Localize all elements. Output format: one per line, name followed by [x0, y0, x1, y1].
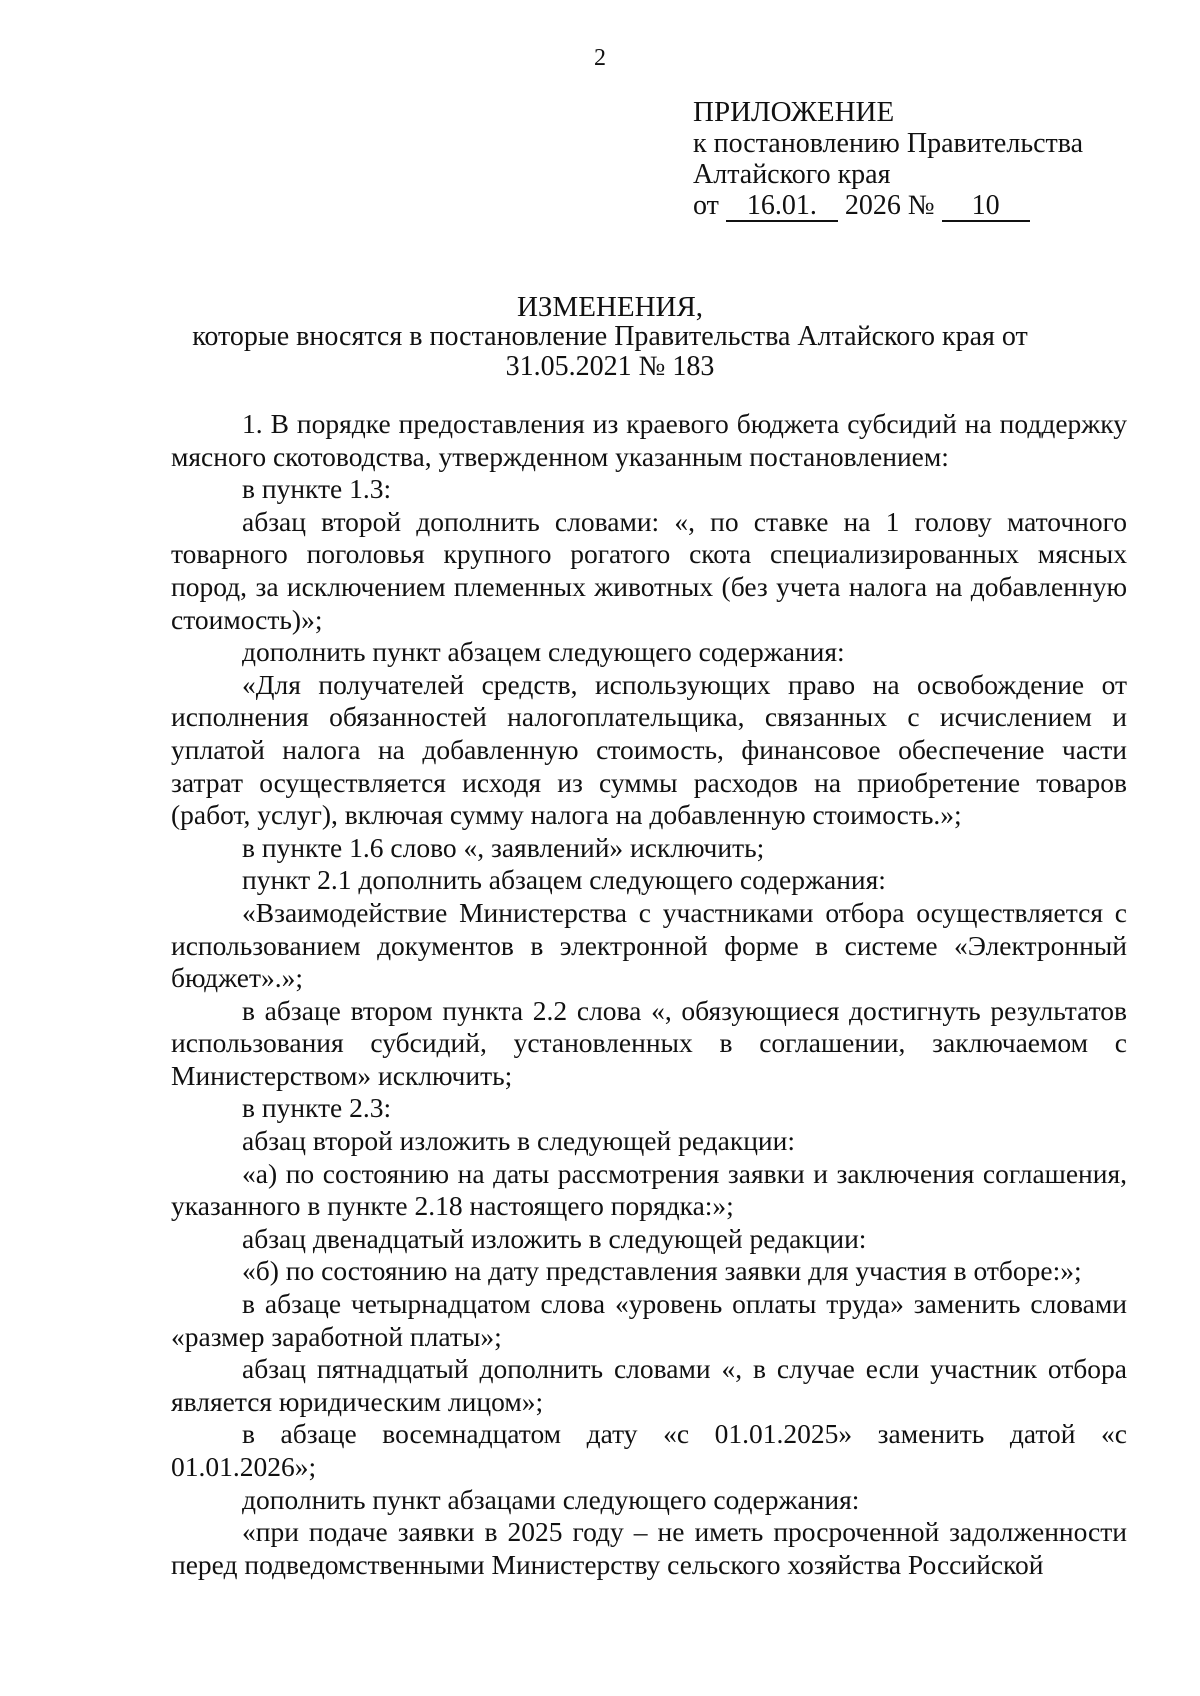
- paragraph: абзац двенадцатый изложить в следующей редакции:: [242, 1222, 867, 1254]
- appendix-date-line: [693, 190, 1163, 222]
- paragraph: абзац второй дополнить словами: «, по ставке на 1 голову маточного товарного поголовья крупного рогатого скота специализированных мясных пород, за исключением племенных животных (без учета налога на добавленную стоимость)»;: [171, 505, 1127, 635]
- document-body: [171, 408, 1127, 1581]
- paragraph: в пункте 1.6 слово «, заявлений» исключить;: [242, 831, 765, 863]
- number-value: 10: [942, 192, 1030, 222]
- paragraph: в пункте 2.3:: [242, 1092, 392, 1124]
- heading-subtitle: которые вносятся в постановление Правительства Алтайского края от 31.05.2021 № 183: [192, 321, 1028, 382]
- document-heading: [150, 292, 1070, 382]
- paragraph: абзац второй изложить в следующей редакции:: [242, 1125, 796, 1157]
- paragraph: дополнить пункт абзацами следующего содержания:: [242, 1483, 860, 1515]
- number-prefix: №: [907, 190, 935, 221]
- paragraph: в абзаце четырнадцатом слова «уровень оплаты труда» заменить словами «размер заработной платы»;: [171, 1288, 1127, 1352]
- paragraph: «а) по состоянию на даты рассмотрения заявки и заключения соглашения, указанного в пункте 2.18 настоящего порядка:»;: [171, 1157, 1127, 1222]
- date-year: 2026: [844, 190, 901, 221]
- paragraph: в абзаце восемнадцатом дату «с 01.01.2025» заменить датой «с 01.01.2026»;: [171, 1418, 1127, 1482]
- paragraph: в абзаце втором пункта 2.2 слова «, обязующиеся достигнуть результатов использования субсидий, установленных в соглашении, заключаемом с Министерством» исключить;: [171, 994, 1127, 1091]
- appendix-title: ПРИЛОЖЕНИЕ: [693, 96, 895, 128]
- appendix-line-1: к постановлению Правительства: [693, 128, 1084, 159]
- paragraph: дополнить пункт абзацем следующего содержания:: [242, 636, 845, 668]
- appendix-block: [693, 96, 1163, 222]
- date-prefix: от: [693, 190, 719, 221]
- appendix-line-2: Алтайского края: [693, 159, 891, 190]
- paragraph: в пункте 1.3:: [242, 473, 392, 505]
- paragraph: «Для получателей средств, использующих право на освобождение от исполнения обязанностей налогоплательщика, связанных с исчислением и уплатой налога на добавленную стоимость, финансовое обеспечение части затрат осуществляется исходя из суммы расходов на приобретение товаров (работ, услуг), включая сумму налога на добавленную стоимость.»;: [171, 668, 1127, 831]
- paragraph: «при подаче заявки в 2025 году – не иметь просроченной задолженности перед подведомственными Министерству сельского хозяйства Российской: [171, 1516, 1127, 1580]
- paragraph: абзац пятнадцатый дополнить словами «, в случае если участник отбора является юридическим лицом»;: [171, 1353, 1127, 1417]
- paragraph: 1. В порядке предоставления из краевого бюджета субсидий на поддержку мясного скотоводства, утвержденном указанным постановлением:: [171, 408, 1127, 472]
- paragraph: пункт 2.1 дополнить абзацем следующего содержания:: [242, 864, 886, 896]
- paragraph: «б) по состоянию на дату представления заявки для участия в отборе:»;: [242, 1255, 1082, 1287]
- page-number: 2: [594, 45, 606, 71]
- date-value: 16.01.: [726, 192, 838, 222]
- paragraph: «Взаимодействие Министерства с участниками отбора осуществляется с использованием документов в электронной форме в системе «Электронный бюджет».»;: [171, 896, 1127, 994]
- heading-title: ИЗМЕНЕНИЯ,: [516, 291, 704, 323]
